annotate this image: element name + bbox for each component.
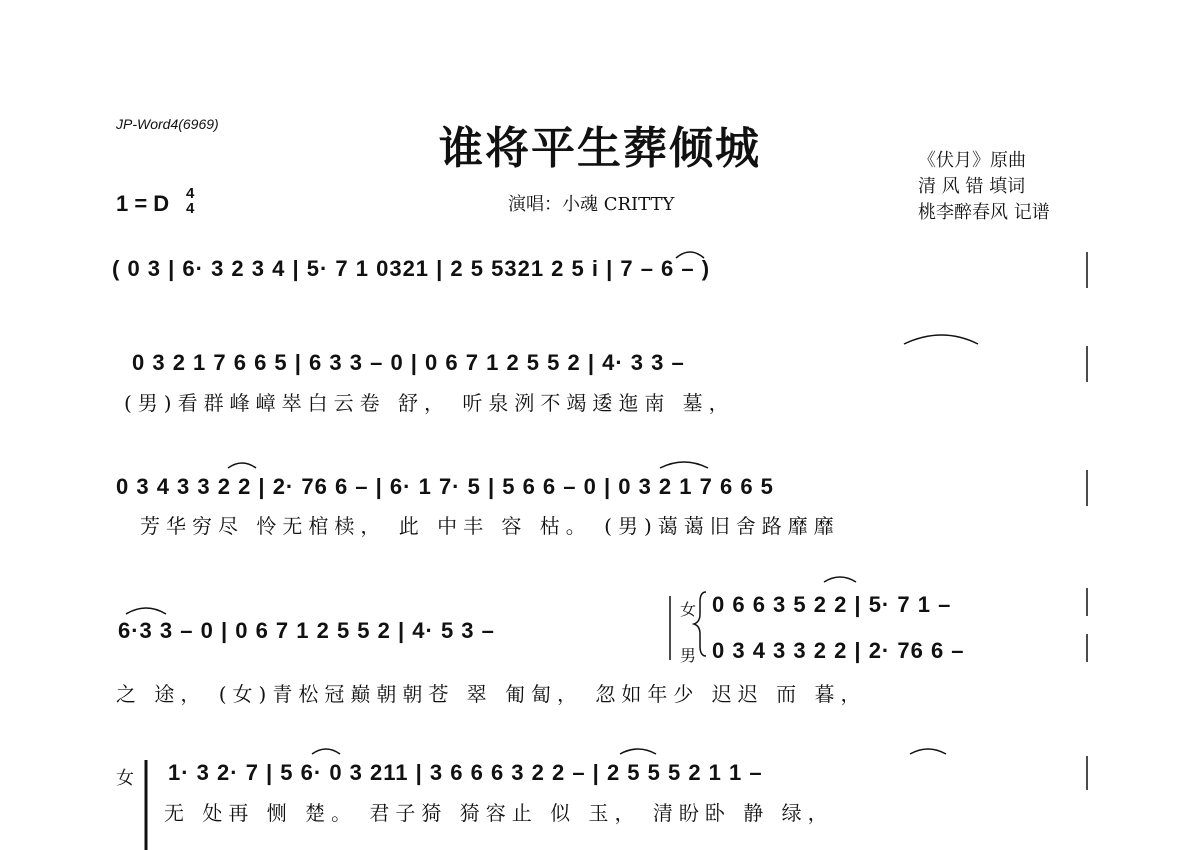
score-row-4-male-notes: 0 3 4 3 3 2 2 | 2· 76 6 –: [712, 638, 965, 663]
slur: [312, 749, 340, 754]
meter-bottom: 4: [186, 200, 195, 217]
score-row-5-notes: 1· 3 2· 7 | 5 6· 0 3 211 | 3 6 6 6 3 2 2 – | 2 5 5 5 2 1 1 –: [168, 760, 763, 785]
slur: [824, 577, 856, 582]
score-row-5-lyric: 无 处再 恻 楚。 君子猗 猗容止 似 玉， 清盼卧 静 绿，: [164, 801, 834, 825]
slur: [904, 335, 978, 344]
score-row-4-notes: 6·3 3 – 0 | 0 6 7 1 2 5 5 2 | 4· 5 3 –: [118, 618, 495, 643]
slur: [126, 608, 166, 614]
score-row-4-female-notes: 0 6 6 3 5 2 2 | 5· 7 1 –: [712, 592, 952, 617]
software-watermark: JP-Word4(6969): [116, 116, 219, 132]
slur: [676, 252, 704, 258]
score-row-2-notes: 0 3 2 1 7 6 6 5 | 6 3 3 – 0 | 0 6 7 1 2 5 5 2 | 4· 3 3 –: [132, 350, 685, 375]
male-voice-label: 男: [680, 646, 697, 665]
credit-original: 《伏月》原曲: [918, 150, 1026, 171]
slur: [910, 749, 946, 754]
score-row-2-lyric: (男)看群峰嶂崒白云卷 舒， 听泉洌不竭逶迤南 墓，: [124, 391, 735, 415]
credit-lyricist: 清 风 错 填词: [918, 176, 1026, 197]
slur: [228, 463, 256, 468]
female-voice-label: 女: [680, 600, 697, 619]
voice-brace: [694, 592, 706, 656]
meter-top: 4: [186, 185, 195, 202]
score-row-1-notes: ( 0 3 | 6· 3 2 3 4 | 5· 7 1 0321 | 2 5 5321 2 5 i | 7 – 6 – ): [112, 256, 711, 281]
score-row-4-lyric: 之 途， (女)青松冠巅朝朝苍 翠 匍匐， 忽如年少 迟迟 而 暮，: [116, 682, 867, 706]
credit-transcriber: 桃李醉春风 记谱: [918, 202, 1050, 223]
female-voice-label-row5: 女: [116, 768, 134, 789]
score-row-3-lyric: 芳华穷尽 怜无棺椟， 此 中丰 容 枯。 (男)蔼蔼旧舍路靡靡: [140, 514, 840, 538]
slur: [620, 749, 656, 754]
singer-credit: 演唱：小魂 CRITTY: [508, 194, 675, 215]
score-row-3-notes: 0 3 4 3 3 2 2 | 2· 76 6 – | 6· 1 7· 5 | 5 6 6 – 0 | 0 3 2 1 7 6 6 5: [116, 474, 774, 499]
key-signature: 1 = D: [116, 191, 170, 216]
song-title: 谁将平生葬倾城: [439, 123, 761, 174]
slur: [660, 462, 708, 468]
